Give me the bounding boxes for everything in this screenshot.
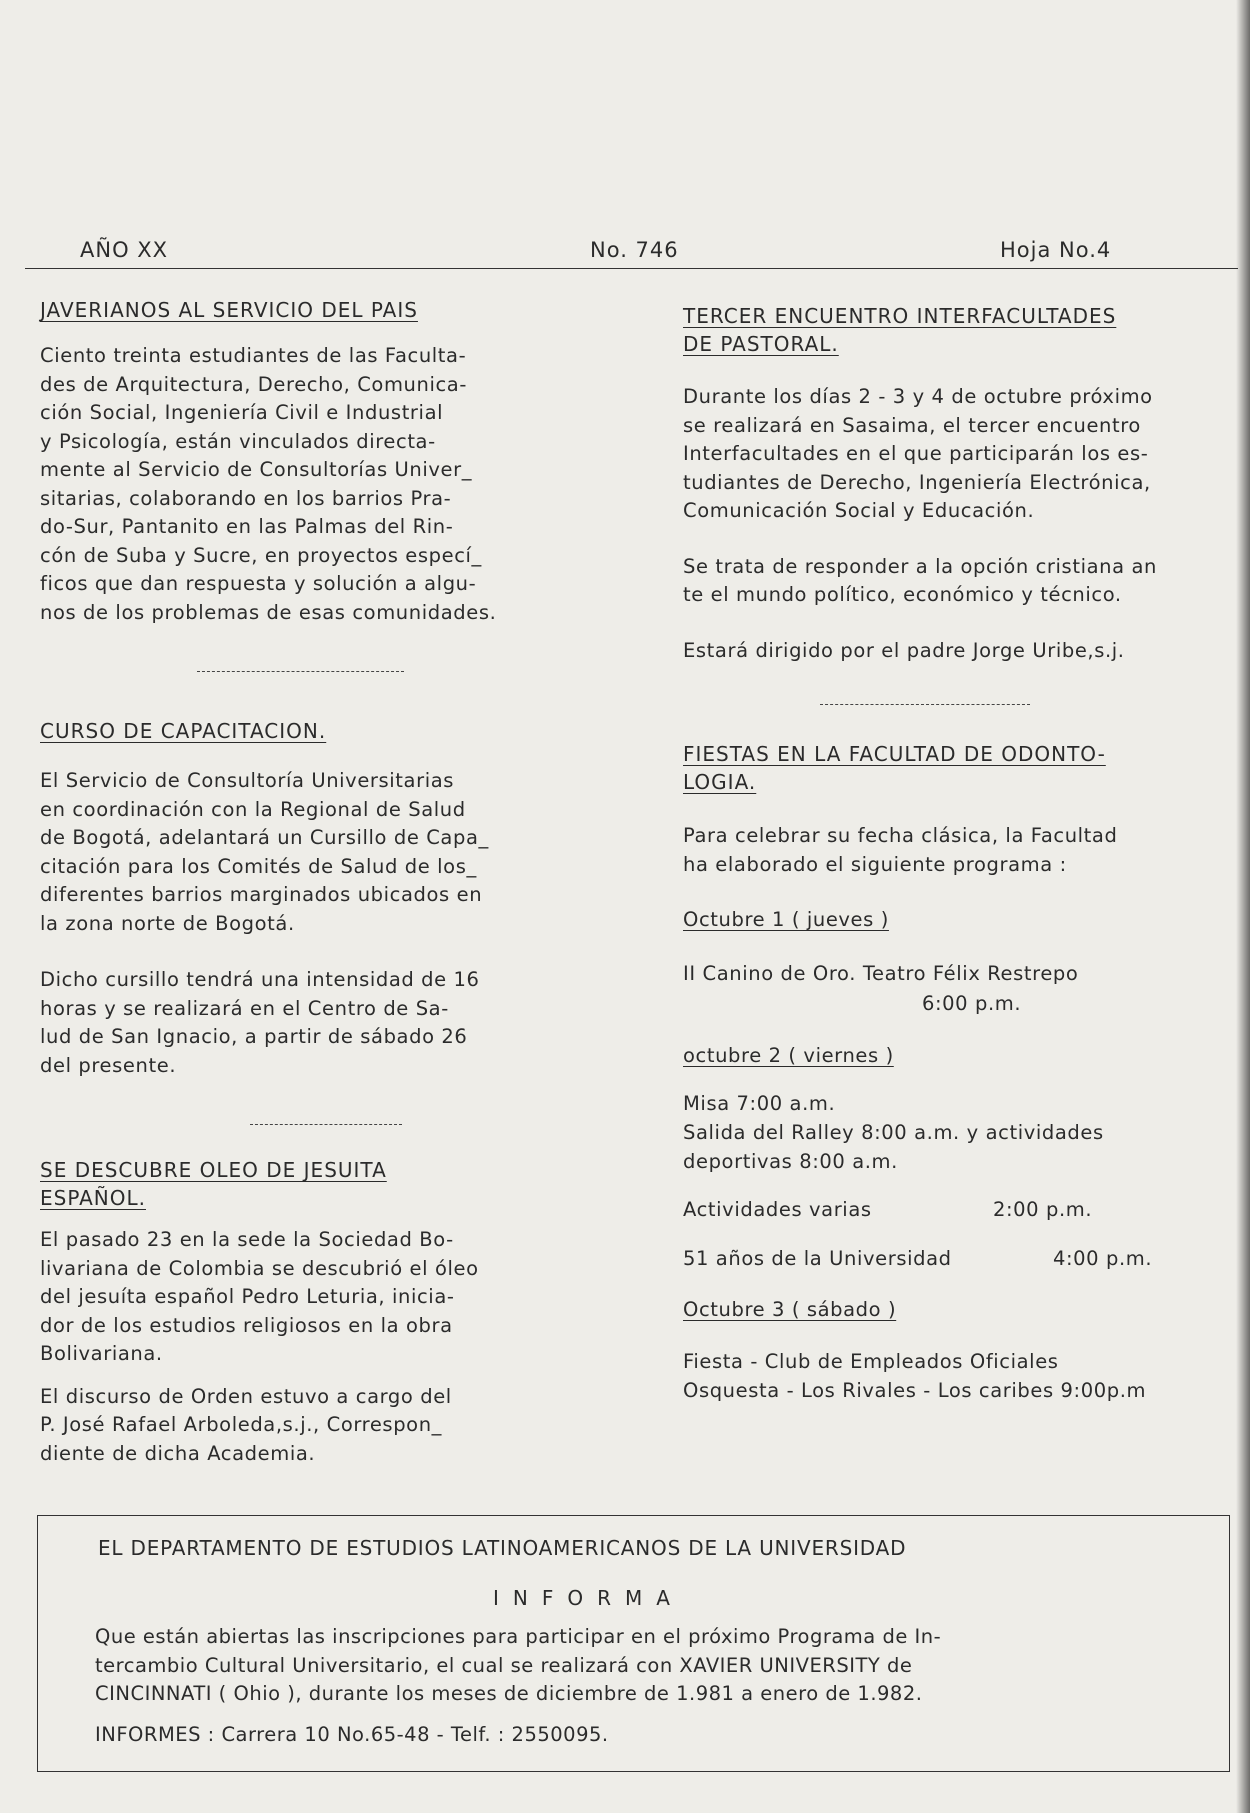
program-event: deportivas 8:00 a.m. — [683, 1150, 898, 1173]
text-line: la zona norte de Bogotá. — [40, 911, 295, 935]
text-line: Se trata de responder a la opción cristiana an — [683, 554, 1157, 578]
program-event: Salida del Ralley 8:00 a.m. y actividades — [683, 1121, 1104, 1144]
article-title-cont: DE PASTORAL. — [683, 332, 839, 356]
notice-contact: INFORMES : Carrera 10 No.65-48 - Telf. : 2550095. — [95, 1723, 609, 1746]
text-line: El discurso de Orden estuvo a cargo del — [40, 1384, 452, 1408]
text-line: Bolivariana. — [40, 1342, 163, 1365]
notice-title: EL DEPARTAMENTO DE ESTUDIOS LATINOAMERICANOS DE LA UNIVERSIDAD — [98, 1536, 907, 1560]
text-line: ción Social, Ingeniería Civil e Industrial — [40, 401, 444, 424]
program-event: Fiesta - Club de Empleados Oficiales — [683, 1350, 1059, 1373]
article-odontologia — [683, 740, 1243, 879]
article-body — [40, 342, 600, 627]
text-line: se realizará en Sasaima, el tercer encuentro — [683, 413, 1141, 437]
text-line: El pasado 23 en la sede la Sociedad Bo- — [40, 1228, 454, 1251]
article-curso — [40, 717, 600, 1080]
text-line: P. José Rafael Arboleda,s.j., Correspon_ — [40, 1413, 443, 1436]
program-event: Osquesta - Los Rivales - Los caribes 9:00p.m — [683, 1379, 1147, 1402]
text-line: ha elaborado el siguiente programa : — [683, 852, 1067, 876]
article-body — [683, 383, 1243, 526]
article-body — [683, 822, 1243, 879]
text-line: tudiantes de Derecho, Ingeniería Electrónica, — [683, 470, 1151, 494]
day-label: Octubre 1 ( jueves ) — [683, 908, 889, 931]
section-separator — [250, 1124, 402, 1125]
text-line: Para celebrar su fecha clásica, la Facultad — [683, 824, 1118, 847]
article-title: JAVERIANOS AL SERVICIO DEL PAIS — [40, 298, 418, 322]
text-line: mente al Servicio de Consultorías Univer_ — [40, 458, 473, 481]
page-edge-shadow — [1236, 0, 1250, 1813]
notice-body — [95, 1623, 1205, 1709]
text-line: diferentes barrios marginados ubicados en — [40, 883, 483, 906]
notice-informa: INFORMA — [493, 1586, 684, 1610]
text-line: des de Arquitectura, Derecho, Comunica- — [40, 372, 467, 396]
article-title-cont: ESPAÑOL. — [40, 1186, 146, 1210]
text-line: del jesuíta español Pedro Leturia, inicia- — [40, 1285, 455, 1308]
text-line: El Servicio de Consultoría Universitarias — [40, 769, 455, 792]
program-day-2 — [683, 1042, 894, 1071]
program-event: 51 años de la Universidad — [683, 1247, 952, 1270]
text-line: Que están abiertas las inscripciones para participar en el próximo Programa de In- — [95, 1625, 942, 1648]
article-body — [40, 1226, 600, 1369]
text-line: lud de San Ignacio, a partir de sábado 26 — [40, 1025, 468, 1048]
program-time: 6:00 p.m. — [922, 992, 1022, 1015]
text-line: Dicho cursillo tendrá una intensidad de 16 — [40, 968, 480, 991]
text-line: dor de los estudios religiosos en la obra — [40, 1313, 453, 1337]
text-line: te el mundo político, económico y técnico. — [683, 583, 1122, 606]
text-line: Durante los días 2 - 3 y 4 de octubre próximo — [683, 385, 1153, 408]
issue-year: AÑO XX — [80, 238, 169, 262]
program-event: II Canino de Oro. Teatro Félix Restrepo — [683, 962, 1079, 985]
section-separator — [820, 704, 1030, 705]
notice-box — [37, 1515, 1230, 1772]
day-label: Octubre 3 ( sábado ) — [683, 1298, 897, 1321]
text-line: tercambio Cultural Universitario, el cual se realizará con XAVIER UNIVERSITY de — [95, 1653, 913, 1677]
article-body — [40, 966, 600, 1080]
article-title: FIESTAS EN LA FACULTAD DE ODONTO- — [683, 742, 1106, 766]
article-pastoral — [683, 302, 1243, 665]
text-line: diente de dicha Academia. — [40, 1441, 316, 1465]
article-oleo — [40, 1156, 600, 1468]
text-line: y Psicología, están vinculados directa- — [40, 429, 436, 453]
text-line: en coordinación con la Regional de Salud — [40, 797, 466, 821]
article-body — [683, 637, 1243, 666]
text-line: del presente. — [40, 1053, 177, 1077]
text-line: CINCINNATI ( Ohio ), durante los meses de diciembre de 1.981 a enero de 1.982. — [95, 1682, 923, 1705]
text-line: de Bogotá, adelantará un Cursillo de Capa_ — [40, 826, 489, 849]
text-line: ficos que dan respuesta y solución a algu- — [40, 572, 477, 595]
text-line: livariana de Colombia se descubrió el óleo — [40, 1256, 479, 1280]
page-header — [25, 236, 1238, 269]
article-javerianos — [40, 296, 600, 627]
text-line: cón de Suba y Sucre, en proyectos especí_ — [40, 543, 482, 567]
program-day-3 — [683, 1296, 896, 1325]
section-separator — [197, 671, 404, 672]
day-label: octubre 2 ( viernes ) — [683, 1044, 894, 1067]
text-line: citación para los Comités de Salud de los_ — [40, 854, 477, 878]
text-line: do-Sur, Pantanito en las Palmas del Rin- — [40, 515, 454, 538]
article-body — [683, 553, 1243, 610]
article-title: CURSO DE CAPACITACION. — [40, 719, 327, 743]
text-line: Estará dirigido por el padre Jorge Uribe,s.j. — [683, 638, 1125, 662]
article-title: TERCER ENCUENTRO INTERFACULTADES — [683, 304, 1117, 328]
text-line: horas y se realizará en el Centro de Sa- — [40, 996, 449, 1020]
text-line: Interfacultades en el que participarán los es- — [683, 442, 1149, 465]
text-line: nos de los problemas de esas comunidades. — [40, 600, 497, 624]
text-line: Comunicación Social y Educación. — [683, 499, 1035, 522]
program-event: Misa 7:00 a.m. — [683, 1092, 836, 1115]
issue-number: No. 746 — [590, 238, 679, 262]
text-line: sitarias, colaborando en los barrios Pra- — [40, 486, 452, 510]
article-body — [40, 1383, 600, 1469]
article-title: SE DESCUBRE OLEO DE JESUITA — [40, 1158, 387, 1182]
program-event: Actividades varias — [683, 1198, 872, 1221]
article-body — [40, 767, 600, 938]
program-day-1 — [683, 906, 889, 935]
program-time: 4:00 p.m. — [1053, 1247, 1153, 1270]
text-line: Ciento treinta estudiantes de las Faculta- — [40, 344, 467, 367]
page-number: Hoja No.4 — [1000, 238, 1112, 262]
program-time: 2:00 p.m. — [993, 1198, 1093, 1221]
article-title-cont: LOGIA. — [683, 770, 757, 794]
